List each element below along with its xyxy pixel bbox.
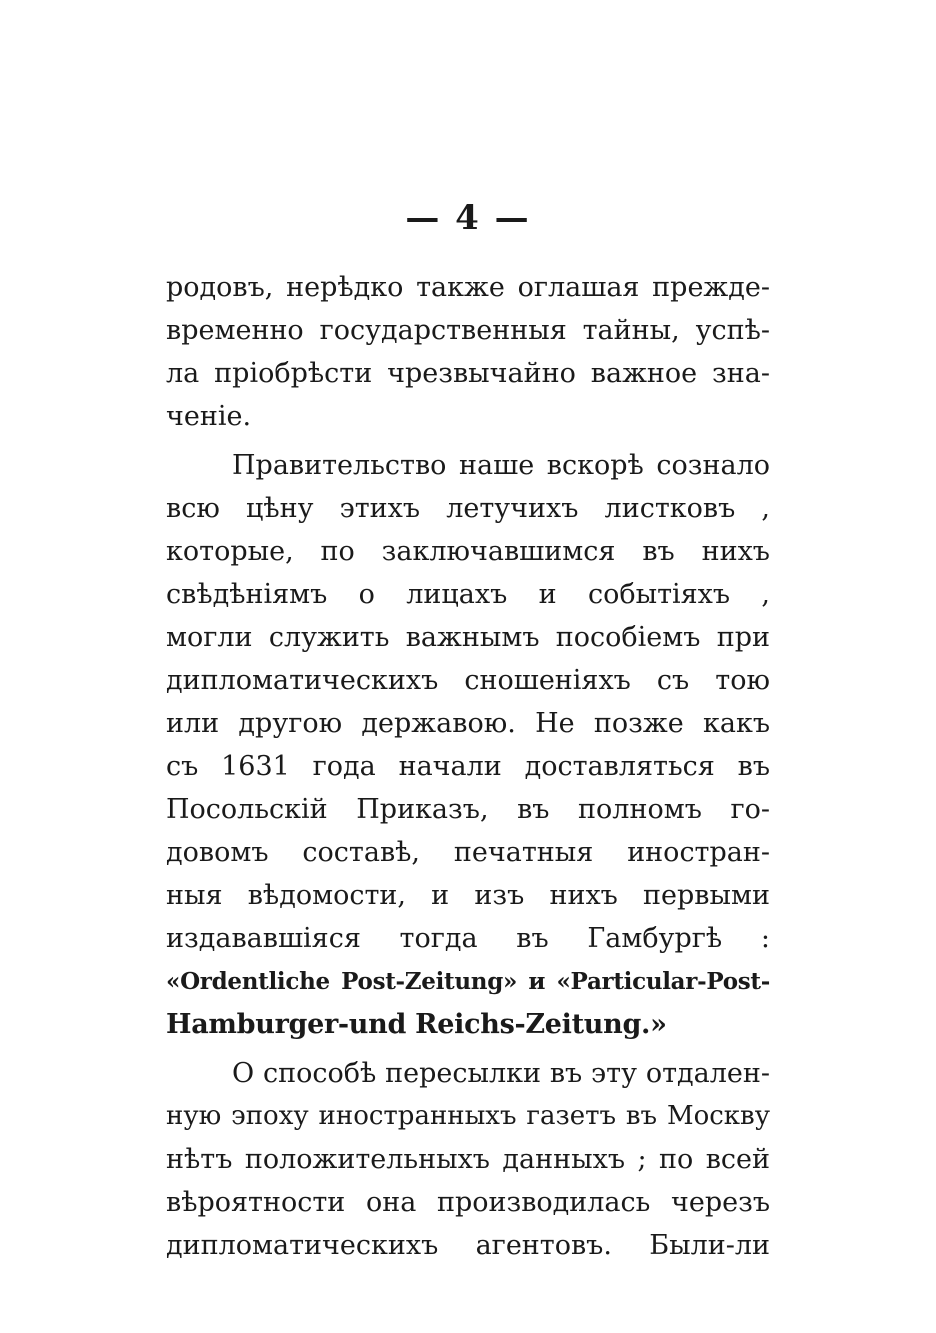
text-line: временно государственныя тайны, успѣ- [166,315,770,346]
paragraph-2 [166,444,770,1046]
text-line: родовъ, нерѣдко также оглашая преждe- [166,272,770,303]
text-line: ную эпоху иностранныхъ газетъ въ Москву [166,1101,770,1131]
text-line: нѣтъ положительныхъ данныхъ ; по всей [166,1144,770,1175]
text-line-latin: «Ordentliche Post-Zeitung» и «Particular-Post- [166,968,770,995]
text-line: довомъ составѣ, печатныя иностран- [166,837,770,868]
text-line: всю цѣну этихъ летучихъ листковъ , [166,493,770,524]
body-text [166,266,770,1267]
text-line: которые, по заключавшимся въ нихъ [166,536,770,567]
text-line: или другою державою. Не позже какъ [166,708,770,739]
text-line: съ 1631 года начали доставляться въ [166,751,770,782]
text-line: Посольскій Приказъ, въ полномъ го- [166,794,770,825]
text-line: дипломатическихъ агентовъ. Были-ли [166,1230,770,1261]
text-line: издававшіяся тогда въ Гамбургѣ : [166,923,770,954]
page-number: — 4 — [405,198,531,238]
text-line: О способѣ пересылки въ эту отдален- [232,1058,770,1089]
text-line-latin: Hamburger-und Reichs-Zeitung.» [166,1009,667,1040]
text-line: вѣроятности она производилась черезъ [166,1187,770,1218]
text-line: могли служить важнымъ пособіемъ при [166,622,770,653]
paragraph-3 [166,1052,770,1267]
text-line: ченіе. [166,401,252,432]
paragraph-1 [166,266,770,438]
text-line: свѣдѣніямъ о лицахъ и событіяхъ , [166,579,770,610]
text-line: дипломатическихъ сношеніяхъ съ тою [166,665,770,696]
text-line: ныя вѣдомости, и изъ нихъ первыми [166,880,770,911]
text-line: ла пріобрѣсти чрезвычайно важное зна- [166,358,770,389]
text-line: Правительство наше вскорѣ сознало [232,450,770,481]
